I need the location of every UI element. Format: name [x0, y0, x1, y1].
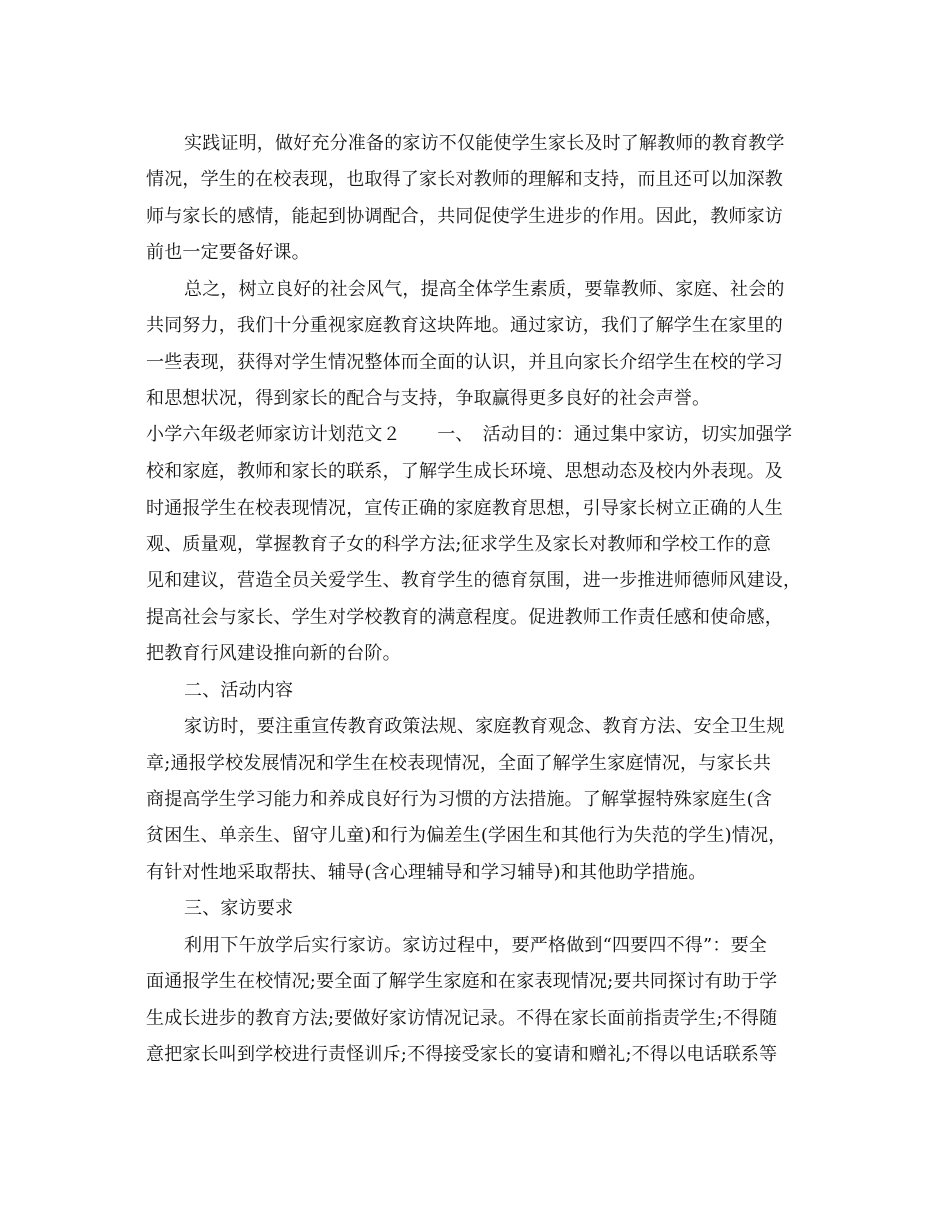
text-line: 意把家长叫到学校进行责怪训斥;不得接受家长的宴请和赠礼;不得以电话联系等: [146, 1044, 778, 1065]
text-line: 前也一定要备好课。: [146, 242, 310, 263]
text-line: 情况，学生的在校表现，也取得了家长对教师的理解和支持，而且还可以加深教: [146, 169, 783, 190]
text-line: 贫困生、单亲生、留守儿童)和行为偏差生(学困生和其他行为失范的学生)情况，: [146, 825, 787, 846]
text-line: 一些表现，获得对学生情况整体而全面的认识，并且向家长介绍学生在校的学习: [146, 352, 783, 373]
text-line: 利用下午放学后实行家访。家访过程中，要严格做到“四要四不得”：要全: [184, 935, 768, 956]
text-line: 和思想状况，得到家长的配合与支持，争取赢得更多良好的社会声誉。: [146, 388, 711, 409]
text-line: 时通报学生在校表现情况，宣传正确的家庭教育思想，引导家长树立正确的人生: [146, 498, 783, 519]
text-line: 提高社会与家长、学生对学校教育的满意程度。促进教师工作责任感和使命感，: [146, 607, 783, 628]
text-line: 总之，树立良好的社会风气，提高全体学生素质，要靠教师、家庭、社会的: [184, 279, 785, 300]
text-line: 有针对性地采取帮扶、辅导(含心理辅导和学习辅导)和其他助学措施。: [146, 862, 707, 883]
text-line: 小学六年级老师家访计划范文２ 一、 活动目的：通过集中家访，切实加强学: [146, 424, 793, 445]
text-line: 共同努力，我们十分重视家庭教育这块阵地。通过家访，我们了解学生在家里的: [146, 315, 783, 336]
text-line: 把教育行风建设推向新的台阶。: [146, 643, 401, 664]
text-line: 商提高学生学习能力和养成良好行为习惯的方法措施。了解掌握特殊家庭生(含: [146, 789, 773, 810]
text-line: 师与家长的感情，能起到协调配合，共同促使学生进步的作用。因此，教师家访: [146, 206, 783, 227]
section-heading: 二、活动内容: [184, 680, 294, 701]
text-line: 观、质量观，掌握教育子女的科学方法;征求学生及家长对教师和学校工作的意: [146, 534, 772, 555]
section-heading: 三、家访要求: [184, 898, 294, 919]
text-line: 面通报学生在校情况;要全面了解学生家庭和在家表现情况;要共同探讨有助于学: [146, 971, 778, 992]
text-line: 实践证明，做好充分准备的家访不仅能使学生家长及时了解教师的教育教学: [184, 133, 785, 154]
text-line: 生成长进步的教育方法;要做好家访情况记录。不得在家长面前指责学生;不得随: [146, 1008, 778, 1029]
text-line: 校和家庭，教师和家长的联系，了解学生成长环境、思想动态及校内外表现。及: [146, 461, 783, 482]
text-line: 见和建议，营造全员关爱学生、教育学生的德育氛围，进一步推进师德师风建设，: [146, 570, 802, 591]
text-line: 家访时，要注重宣传教育政策法规、家庭教育观念、教育方法、安全卫生规: [184, 716, 785, 737]
text-line: 章;通报学校发展情况和学生在校表现情况，全面了解学生家庭情况，与家长共: [146, 753, 772, 774]
